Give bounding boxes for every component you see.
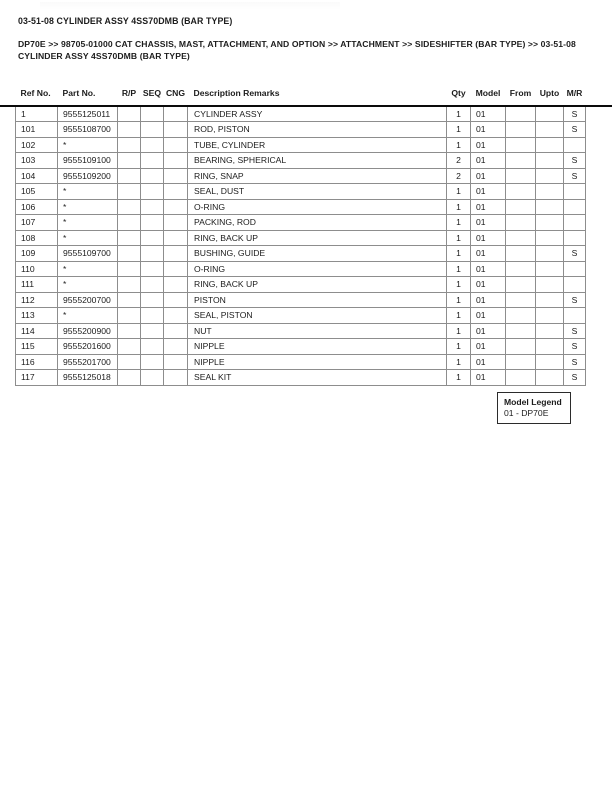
cell-qty: 1 xyxy=(447,184,471,200)
cell-rp xyxy=(118,122,141,138)
cell-part: * xyxy=(58,184,118,200)
cell-cng xyxy=(164,292,188,308)
cell-part: 9555125018 xyxy=(58,370,118,386)
cell-rp xyxy=(118,230,141,246)
cell-desc: BUSHING, GUIDE xyxy=(188,246,447,262)
cell-ref: 103 xyxy=(16,153,58,169)
cell-ref: 104 xyxy=(16,168,58,184)
cell-model: 01 xyxy=(471,246,506,262)
model-legend-entry: 01 - DP70E xyxy=(504,408,549,418)
cell-model: 01 xyxy=(471,106,506,122)
cell-rp xyxy=(118,215,141,231)
cell-model: 01 xyxy=(471,308,506,324)
cell-mr xyxy=(564,261,586,277)
cell-rp xyxy=(118,106,141,122)
cell-desc: NIPPLE xyxy=(188,339,447,355)
cell-from xyxy=(506,230,536,246)
cell-seq xyxy=(141,106,164,122)
cell-ref: 101 xyxy=(16,122,58,138)
model-legend-box xyxy=(497,392,571,424)
cell-model: 01 xyxy=(471,261,506,277)
cell-desc: RING, BACK UP xyxy=(188,230,447,246)
cell-rp xyxy=(118,168,141,184)
cell-part: 9555200900 xyxy=(58,323,118,339)
cell-qty: 1 xyxy=(447,122,471,138)
cell-model: 01 xyxy=(471,292,506,308)
table-row xyxy=(16,323,586,339)
header-rp: R/P xyxy=(121,88,137,99)
cell-model: 01 xyxy=(471,137,506,153)
cell-seq xyxy=(141,370,164,386)
cell-seq xyxy=(141,261,164,277)
table-row xyxy=(16,246,586,262)
cell-from xyxy=(506,106,536,122)
cell-qty: 2 xyxy=(447,168,471,184)
cell-qty: 1 xyxy=(447,261,471,277)
cell-ref: 105 xyxy=(16,184,58,200)
cell-upto xyxy=(536,339,564,355)
cell-rp xyxy=(118,261,141,277)
cell-seq xyxy=(141,137,164,153)
cell-part: 9555200700 xyxy=(58,292,118,308)
table-row xyxy=(16,308,586,324)
cell-part: 9555109700 xyxy=(58,246,118,262)
header-rule xyxy=(0,105,612,107)
cell-model: 01 xyxy=(471,168,506,184)
parts-table xyxy=(15,85,586,386)
header-ref-no: Ref No. xyxy=(20,88,51,99)
cell-mr: S xyxy=(564,106,586,122)
cell-upto xyxy=(536,370,564,386)
cell-cng xyxy=(164,230,188,246)
cell-qty: 1 xyxy=(447,230,471,246)
cell-qty: 1 xyxy=(447,370,471,386)
cell-desc: PISTON xyxy=(188,292,447,308)
cell-from xyxy=(506,168,536,184)
cell-model: 01 xyxy=(471,215,506,231)
cell-ref: 1 xyxy=(16,106,58,122)
cell-mr xyxy=(564,137,586,153)
cell-part: * xyxy=(58,308,118,324)
cell-cng xyxy=(164,168,188,184)
cell-model: 01 xyxy=(471,323,506,339)
cell-seq xyxy=(141,168,164,184)
cell-upto xyxy=(536,215,564,231)
cell-ref: 109 xyxy=(16,246,58,262)
cell-cng xyxy=(164,246,188,262)
cell-upto xyxy=(536,354,564,370)
cell-rp xyxy=(118,184,141,200)
cell-from xyxy=(506,246,536,262)
cell-rp xyxy=(118,199,141,215)
cell-upto xyxy=(536,277,564,293)
header-row xyxy=(16,85,586,106)
cell-mr xyxy=(564,308,586,324)
cell-desc: BEARING, SPHERICAL xyxy=(188,153,447,169)
cell-from xyxy=(506,261,536,277)
cell-desc: SEAL KIT xyxy=(188,370,447,386)
table-row xyxy=(16,215,586,231)
table-row xyxy=(16,230,586,246)
cell-mr: S xyxy=(564,323,586,339)
header-cng: CNG xyxy=(165,88,186,99)
cell-upto xyxy=(536,137,564,153)
page-title: 03-51-08 CYLINDER ASSY 4SS70DMB (BAR TYPE) xyxy=(18,16,233,26)
cell-part: 9555125011 xyxy=(58,106,118,122)
cell-rp xyxy=(118,308,141,324)
cell-part: * xyxy=(58,137,118,153)
cell-cng xyxy=(164,323,188,339)
cell-qty: 1 xyxy=(447,292,471,308)
cell-seq xyxy=(141,323,164,339)
cell-seq xyxy=(141,354,164,370)
cell-from xyxy=(506,137,536,153)
cell-cng xyxy=(164,199,188,215)
cell-desc: SEAL, PISTON xyxy=(188,308,447,324)
cell-rp xyxy=(118,277,141,293)
cell-desc: NUT xyxy=(188,323,447,339)
table-row xyxy=(16,199,586,215)
cell-upto xyxy=(536,308,564,324)
cell-mr: S xyxy=(564,292,586,308)
table-row xyxy=(16,153,586,169)
cell-seq xyxy=(141,215,164,231)
cell-model: 01 xyxy=(471,122,506,138)
cell-qty: 1 xyxy=(447,106,471,122)
table-row xyxy=(16,292,586,308)
cell-qty: 1 xyxy=(447,323,471,339)
cell-qty: 1 xyxy=(447,308,471,324)
cell-from xyxy=(506,277,536,293)
header-qty: Qty xyxy=(451,88,466,99)
cell-from xyxy=(506,153,536,169)
cell-desc: RING, SNAP xyxy=(188,168,447,184)
cell-desc: O-RING xyxy=(188,199,447,215)
cell-rp xyxy=(118,137,141,153)
cell-upto xyxy=(536,122,564,138)
cell-desc: TUBE, CYLINDER xyxy=(188,137,447,153)
cell-mr: S xyxy=(564,122,586,138)
cell-seq xyxy=(141,339,164,355)
cell-upto xyxy=(536,323,564,339)
cell-cng xyxy=(164,370,188,386)
header-seq: SEQ xyxy=(142,88,162,99)
cell-upto xyxy=(536,106,564,122)
cell-desc: NIPPLE xyxy=(188,354,447,370)
cell-desc: SEAL, DUST xyxy=(188,184,447,200)
cell-mr: S xyxy=(564,370,586,386)
header-mr: M/R xyxy=(566,88,583,99)
cell-qty: 1 xyxy=(447,199,471,215)
cell-cng xyxy=(164,153,188,169)
cell-upto xyxy=(536,292,564,308)
cell-ref: 110 xyxy=(16,261,58,277)
cell-seq xyxy=(141,277,164,293)
cell-model: 01 xyxy=(471,230,506,246)
cell-ref: 102 xyxy=(16,137,58,153)
cell-part: 9555109100 xyxy=(58,153,118,169)
cell-mr xyxy=(564,184,586,200)
model-legend-title: Model Legend xyxy=(504,397,562,407)
cell-part: * xyxy=(58,230,118,246)
cell-qty: 1 xyxy=(447,215,471,231)
header-upto: Upto xyxy=(539,88,560,99)
cell-qty: 1 xyxy=(447,339,471,355)
cell-mr: S xyxy=(564,354,586,370)
cell-seq xyxy=(141,184,164,200)
cell-model: 01 xyxy=(471,199,506,215)
cell-ref: 107 xyxy=(16,215,58,231)
cell-cng xyxy=(164,106,188,122)
cell-part: * xyxy=(58,261,118,277)
cell-desc: RING, BACK UP xyxy=(188,277,447,293)
cell-ref: 117 xyxy=(16,370,58,386)
table-row xyxy=(16,261,586,277)
cell-seq xyxy=(141,230,164,246)
cell-from xyxy=(506,215,536,231)
cell-upto xyxy=(536,184,564,200)
cell-cng xyxy=(164,184,188,200)
cell-part: 9555108700 xyxy=(58,122,118,138)
cell-from xyxy=(506,199,536,215)
cell-rp xyxy=(118,292,141,308)
cell-ref: 111 xyxy=(16,277,58,293)
cell-seq xyxy=(141,153,164,169)
cell-mr xyxy=(564,199,586,215)
cell-model: 01 xyxy=(471,370,506,386)
cell-cng xyxy=(164,308,188,324)
cell-part: 9555201600 xyxy=(58,339,118,355)
cell-part: 9555109200 xyxy=(58,168,118,184)
cell-model: 01 xyxy=(471,339,506,355)
cell-mr xyxy=(564,215,586,231)
cell-upto xyxy=(536,153,564,169)
cell-cng xyxy=(164,122,188,138)
cell-cng xyxy=(164,354,188,370)
cell-desc: PACKING, ROD xyxy=(188,215,447,231)
parts-table-body xyxy=(16,106,586,385)
cell-from xyxy=(506,292,536,308)
cell-part: * xyxy=(58,199,118,215)
cell-model: 01 xyxy=(471,277,506,293)
cell-rp xyxy=(118,246,141,262)
table-row xyxy=(16,354,586,370)
cell-qty: 1 xyxy=(447,277,471,293)
cell-seq xyxy=(141,308,164,324)
table-row xyxy=(16,106,586,122)
cell-qty: 1 xyxy=(447,354,471,370)
cell-rp xyxy=(118,153,141,169)
cell-mr: S xyxy=(564,153,586,169)
cell-ref: 108 xyxy=(16,230,58,246)
cell-ref: 116 xyxy=(16,354,58,370)
table-row xyxy=(16,122,586,138)
cell-cng xyxy=(164,215,188,231)
cell-from xyxy=(506,339,536,355)
cell-seq xyxy=(141,122,164,138)
cell-part: * xyxy=(58,277,118,293)
cell-seq xyxy=(141,199,164,215)
cell-rp xyxy=(118,370,141,386)
cell-seq xyxy=(141,246,164,262)
cell-part: 9555201700 xyxy=(58,354,118,370)
header-model: Model xyxy=(475,88,501,99)
cell-mr: S xyxy=(564,168,586,184)
cell-qty: 2 xyxy=(447,153,471,169)
cell-upto xyxy=(536,230,564,246)
cell-upto xyxy=(536,168,564,184)
cell-ref: 113 xyxy=(16,308,58,324)
table-row xyxy=(16,370,586,386)
cell-desc: CYLINDER ASSY xyxy=(188,106,447,122)
cell-mr: S xyxy=(564,246,586,262)
cell-qty: 1 xyxy=(447,246,471,262)
parts-table-header xyxy=(16,85,586,106)
cell-cng xyxy=(164,261,188,277)
table-row xyxy=(16,184,586,200)
cell-from xyxy=(506,370,536,386)
header-part-no: Part No. xyxy=(62,88,96,99)
cell-mr xyxy=(564,277,586,293)
cell-model: 01 xyxy=(471,153,506,169)
cell-desc: O-RING xyxy=(188,261,447,277)
cell-ref: 106 xyxy=(16,199,58,215)
cell-ref: 112 xyxy=(16,292,58,308)
table-row xyxy=(16,137,586,153)
cell-from xyxy=(506,354,536,370)
cell-from xyxy=(506,122,536,138)
cell-cng xyxy=(164,339,188,355)
cell-mr: S xyxy=(564,339,586,355)
table-row xyxy=(16,277,586,293)
breadcrumb: DP70E >> 98705-01000 CAT CHASSIS, MAST, ATTACHMENT, AND OPTION >> ATTACHMENT >> SIDESHIFTER (BAR TYPE) >> 03-51-08 CYLINDER ASSY 4SS70DMB (BAR TYPE) xyxy=(18,39,576,61)
cell-ref: 115 xyxy=(16,339,58,355)
cell-model: 01 xyxy=(471,184,506,200)
cell-qty: 1 xyxy=(447,137,471,153)
cell-desc: ROD, PISTON xyxy=(188,122,447,138)
cell-from xyxy=(506,184,536,200)
cell-cng xyxy=(164,277,188,293)
cell-cng xyxy=(164,137,188,153)
table-row xyxy=(16,339,586,355)
cell-rp xyxy=(118,354,141,370)
header-from: From xyxy=(509,88,532,99)
cell-from xyxy=(506,323,536,339)
header-description: Description Remarks xyxy=(193,88,280,99)
cell-part: * xyxy=(58,215,118,231)
scan-artifact xyxy=(40,2,340,10)
cell-seq xyxy=(141,292,164,308)
cell-upto xyxy=(536,246,564,262)
cell-rp xyxy=(118,339,141,355)
cell-upto xyxy=(536,261,564,277)
table-row xyxy=(16,168,586,184)
cell-ref: 114 xyxy=(16,323,58,339)
cell-upto xyxy=(536,199,564,215)
cell-mr xyxy=(564,230,586,246)
cell-model: 01 xyxy=(471,354,506,370)
cell-rp xyxy=(118,323,141,339)
cell-from xyxy=(506,308,536,324)
